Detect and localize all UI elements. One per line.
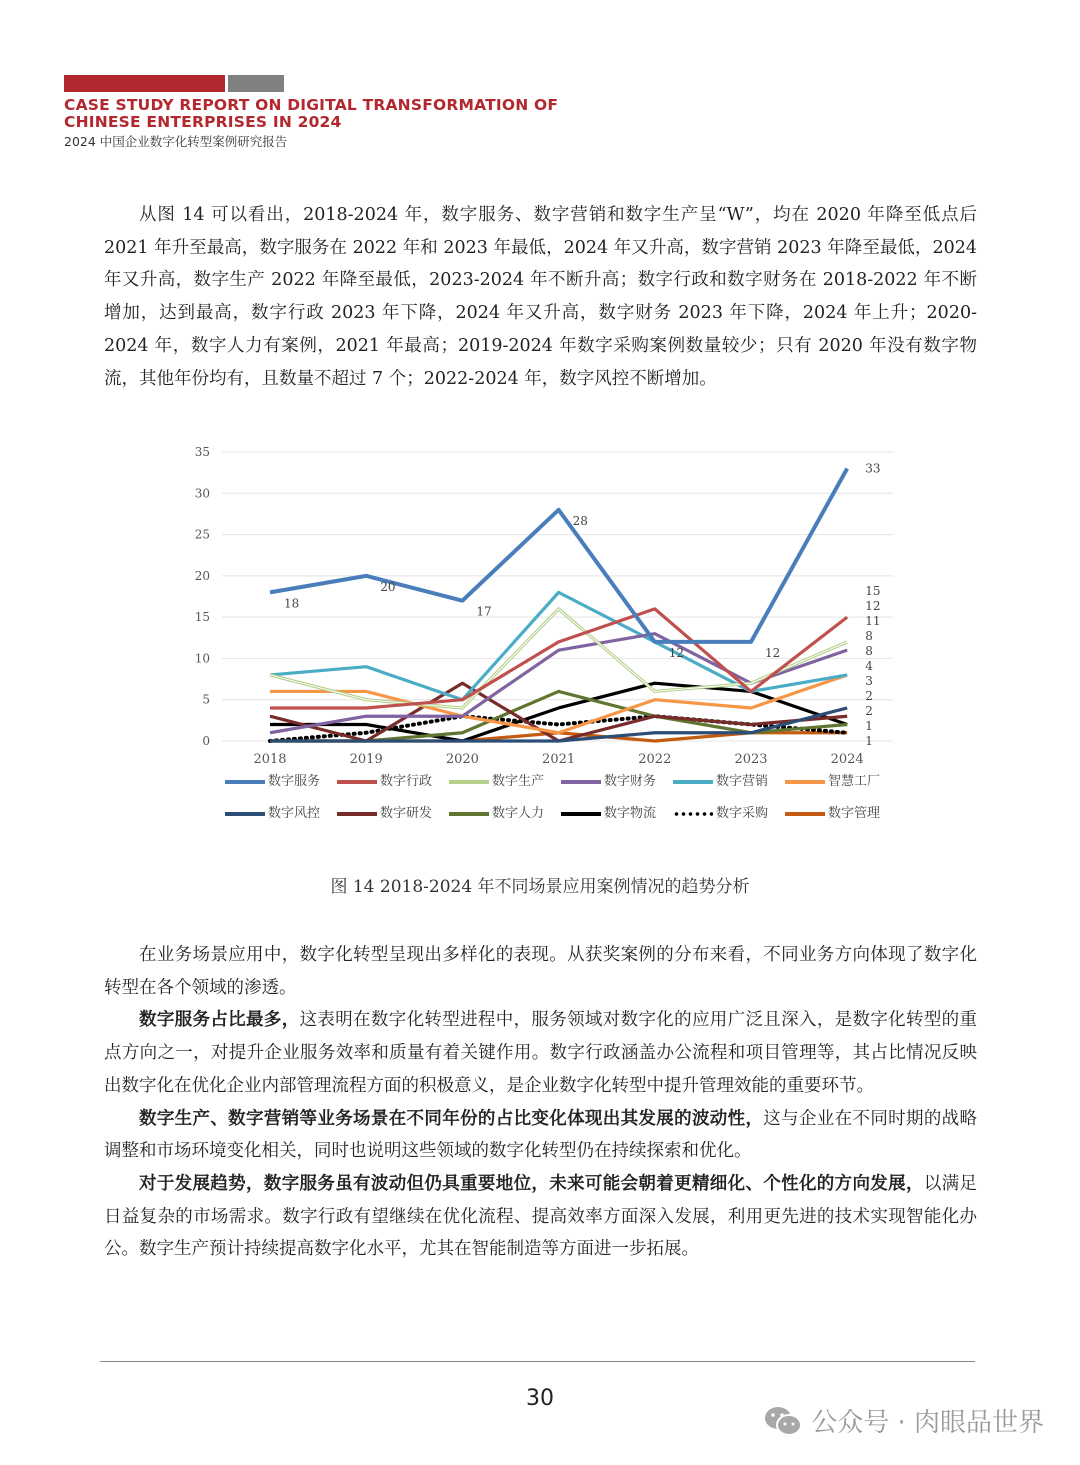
legend-swatch — [337, 812, 377, 816]
body-paragraph-3 — [104, 1103, 977, 1168]
intro-text: 从图 14 可以看出，2018-2024 年，数字服务、数字营销和数字生产呈“W”，均在 2020 年降至低点后 2021 年升至最高，数字服务在 2022 年和 2023 年最低，2024 年又升高，数字营销 2023 年降至最低，2024 年又升高，数字生产 2022 年降至最低，2023-2024 年不断升高；数字行政和数字财务在 2018-2022 年不断增加，达到最高，数字行政 2023 年下降，2024 年又升高，数字财务 2023 年下降，2024 年上升；2020-2024 年，数字人力有案例，2021 年最高；2019-2024 年数字采购案例数量较少；只有 2020 年没有数字物流，其他年份均有，且数量不超过 7 个；2022-2024 年，数字风控不断增加。 — [104, 205, 977, 389]
header-red-bar — [64, 75, 225, 92]
data-label-end: 1 — [865, 719, 873, 733]
legend-label: 数字人力 — [492, 806, 545, 821]
legend-label: 数字风控 — [268, 806, 321, 821]
legend-item — [785, 774, 897, 790]
chart-legend — [225, 774, 905, 822]
legend-swatch — [673, 812, 713, 816]
data-label-end: 33 — [865, 461, 881, 476]
x-tick-label: 2020 — [445, 752, 479, 767]
legend-item — [673, 806, 785, 822]
legend-swatch — [561, 780, 601, 784]
legend-swatch — [785, 780, 825, 784]
y-tick-label: 25 — [194, 527, 210, 542]
data-label-end: 8 — [865, 644, 873, 658]
watermark — [763, 1402, 1044, 1439]
data-label-end: 8 — [865, 629, 873, 643]
wechat-icon — [763, 1405, 803, 1437]
header-gray-bar — [228, 75, 284, 92]
legend-label: 数字财务 — [604, 774, 657, 789]
x-tick-label: 2019 — [349, 752, 383, 767]
legend-label: 数字行政 — [380, 774, 433, 789]
x-tick-label: 2023 — [734, 752, 768, 767]
legend-item — [449, 806, 561, 822]
series-line-数字服务 — [270, 469, 847, 642]
legend-label: 数字营销 — [716, 774, 769, 789]
data-label-end: 3 — [865, 674, 873, 688]
data-label: 28 — [572, 513, 588, 528]
data-label-end: 11 — [865, 614, 881, 628]
y-tick-label: 20 — [194, 568, 210, 583]
y-tick-label: 0 — [202, 734, 210, 748]
figure-caption: 图 14 2018-2024 年不同场景应用案例情况的趋势分析 — [330, 877, 750, 897]
line-chart — [180, 440, 940, 770]
bold-lead: 对于发展趋势，数字服务虽有波动但仍具重要地位，未来可能会朝着更精细化、个性化的方向发展， — [139, 1173, 924, 1194]
legend-swatch — [337, 780, 377, 784]
legend-label: 数字生产 — [492, 774, 545, 789]
body-paragraph-4 — [104, 1168, 977, 1266]
data-label-end: 4 — [865, 659, 873, 673]
legend-swatch — [449, 812, 489, 816]
legend-item — [561, 774, 673, 790]
data-label: 20 — [380, 579, 396, 594]
x-tick-label: 2022 — [638, 752, 672, 767]
y-tick-label: 35 — [194, 445, 210, 459]
legend-label: 数字物流 — [604, 806, 657, 821]
data-label-end: 1 — [865, 734, 873, 748]
legend-item — [225, 806, 337, 822]
x-tick-label: 2021 — [542, 752, 576, 767]
data-label-end: 12 — [865, 599, 881, 613]
data-label: 12 — [668, 645, 685, 660]
y-tick-label: 10 — [194, 651, 210, 666]
legend-label: 数字管理 — [828, 806, 881, 821]
legend-swatch — [225, 812, 265, 816]
legend-item — [449, 774, 561, 790]
legend-swatch — [785, 812, 825, 816]
legend-item — [673, 774, 785, 790]
paragraph-text: 这与企业在不同时期的战略调整和市场环境变化相关，同时也说明这些领域的数字化转型仍在持续探索和优化。 — [104, 1108, 978, 1162]
intro-paragraph — [104, 199, 977, 395]
data-label: 12 — [765, 645, 781, 660]
data-label: 17 — [476, 604, 492, 619]
legend-item — [337, 774, 449, 790]
data-label-end: 15 — [865, 584, 881, 598]
legend-swatch — [673, 780, 713, 784]
x-tick-label: 2018 — [253, 752, 287, 767]
title-line-2: CHINESE ENTERPRISES IN 2024 — [64, 113, 342, 131]
body-text — [104, 939, 977, 1266]
footer-divider — [100, 1361, 975, 1362]
legend-label: 智慧工厂 — [828, 774, 881, 789]
legend-label: 数字服务 — [268, 774, 321, 789]
legend-swatch — [561, 812, 601, 816]
bold-lead: 数字生产、数字营销等业务场景在不同年份的占比变化体现出其发展的波动性， — [139, 1108, 764, 1129]
legend-item — [337, 806, 449, 822]
bold-lead: 数字服务占比最多， — [139, 1010, 300, 1031]
body-paragraph-1: 在业务场景应用中，数字化转型呈现出多样化的表现。从获奖案例的分布来看，不同业务方向体现了数字化转型在各个领域的渗透。 — [104, 945, 977, 998]
data-label: 18 — [284, 596, 300, 611]
legend-item — [785, 806, 897, 822]
legend-item — [225, 774, 337, 790]
watermark-text: 公众号 · 肉眼品世界 — [811, 1408, 1044, 1438]
legend-label: 数字采购 — [716, 806, 769, 821]
x-tick-label: 2024 — [830, 752, 864, 767]
report-title-cn: 2024 中国企业数字化转型案例研究报告 — [64, 134, 288, 149]
y-tick-label: 5 — [202, 692, 210, 707]
legend-item — [561, 806, 673, 822]
paragraph-text: 这表明在数字化转型进程中，服务领域对数字化的应用广泛且深入，是数字化转型的重点方向之一，对提升企业服务效率和质量有着关键作用。数字行政涵盖办公流程和项目管理等，其占比情况反映出数字化在优化企业内部管理流程方面的积极意义，是企业数字化转型中提升管理效能的重要环节。 — [104, 1010, 978, 1096]
y-tick-label: 30 — [194, 486, 210, 501]
legend-label: 数字研发 — [380, 806, 433, 821]
paragraph-text: 以满足日益复杂的市场需求。数字行政有望继续在优化流程、提高效率方面深入发展，利用更先进的技术实现智能化办公。数字生产预计持续提高数字化水平，尤其在智能制造等方面进一步拓展。 — [104, 1173, 978, 1260]
page-number: 30 — [526, 1386, 554, 1411]
legend-swatch — [225, 780, 265, 784]
report-title-en — [64, 97, 558, 131]
y-tick-label: 15 — [194, 610, 210, 625]
body-paragraph-2 — [104, 1004, 977, 1102]
data-label-end: 2 — [865, 704, 873, 718]
data-label-end: 2 — [865, 689, 873, 703]
title-line-1: CASE STUDY REPORT ON DIGITAL TRANSFORMATION OF — [64, 96, 559, 114]
legend-swatch — [449, 780, 489, 784]
